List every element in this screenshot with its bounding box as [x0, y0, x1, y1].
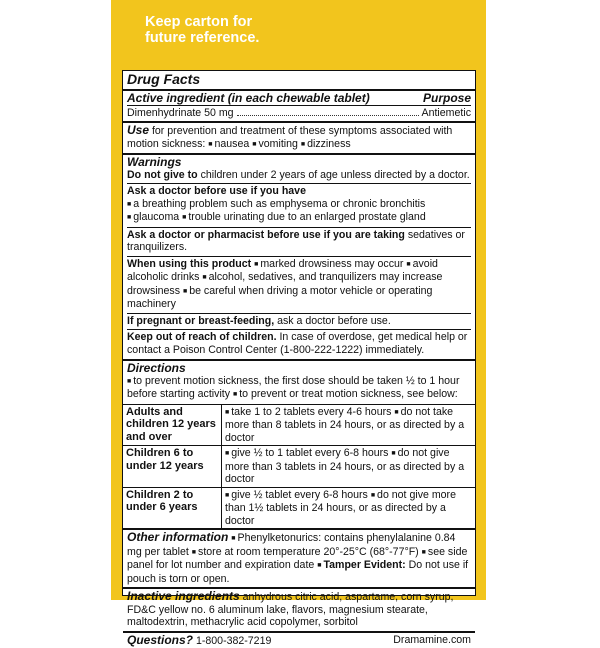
footer: [123, 633, 475, 648]
directions-section: [123, 361, 475, 530]
other-item: ■ see side panel for lot number and expiration date: [127, 546, 467, 572]
dosage-cell: [222, 446, 476, 488]
dose-text: ■ give ½ to 1 tablet every 6-8 hours: [225, 447, 388, 459]
age-group: Children 6 to under 12 years: [123, 446, 222, 488]
keep-out-label: Keep out of reach of children.: [127, 331, 277, 343]
when-using-item: ■ alcohol, sedatives, and tranquilizers may increase drowsiness: [127, 271, 442, 297]
condition-item: ■ trouble urinating due to an enlarged prostate gland: [182, 211, 426, 223]
limit-text: ■ do not give more than 1½ tablets in 24 hours, or as directed by a doctor: [225, 489, 456, 527]
carton-note: Keep carton for future reference.: [145, 14, 295, 46]
age-group: Children 2 to under 6 years: [123, 487, 222, 528]
limit-text: ■ do not give more than 3 tablets in 24 hours, or as directed by a doctor: [225, 447, 464, 485]
dosage-cell: [222, 404, 476, 446]
directions-intro-item: ■ to prevent or treat motion sickness, see below:: [233, 388, 458, 400]
dosage-cell: [222, 487, 476, 528]
dosage-table: [123, 404, 475, 529]
drug-facts-title: Drug Facts: [127, 72, 471, 87]
ask-doctor-label: Ask a doctor before use if you have: [127, 185, 471, 198]
use-section: [123, 123, 475, 155]
condition-item: ■ glaucoma: [127, 211, 179, 223]
do-not-give-text: children under 2 years of age unless directed by a doctor.: [201, 169, 470, 181]
when-using-item: ■ marked drowsiness may occur: [254, 258, 403, 270]
other-information-heading: Other information: [127, 530, 228, 544]
inactive-ingredients-heading: Inactive ingredients: [127, 589, 240, 603]
when-using-label: When using this product: [127, 258, 251, 270]
purpose-heading: Purpose: [423, 92, 471, 105]
ask-pharmacist-label: Ask a doctor or pharmacist before use if you are taking: [127, 229, 405, 241]
do-not-give-label: Do not give to: [127, 169, 198, 181]
table-row: [123, 404, 475, 446]
use-text: for prevention and treatment of these symptoms associated with motion sickness:: [127, 125, 452, 150]
use-item: ■ nausea: [208, 138, 249, 150]
other-item: ■ store at room temperature 20°-25°C (68°-77°F): [192, 546, 419, 558]
other-information-section: [123, 530, 475, 589]
purpose-value: Antiemetic: [422, 107, 471, 120]
ask-pharmacist-text: sedatives or tranquilizers.: [127, 229, 465, 254]
active-ingredient-section: [123, 91, 475, 123]
table-row: [123, 446, 475, 488]
active-ingredient-value: Dimenhydrinate 50 mg: [127, 107, 234, 120]
age-group: Adults and children 12 years and over: [123, 404, 222, 446]
phone-number: 1-800-382-7219: [196, 635, 271, 647]
when-using-item: ■ be careful when driving a motor vehicle or operating machinery: [127, 285, 432, 311]
dot-leader: [237, 106, 419, 116]
keep-out-text: In case of overdose, get medical help or contact a Poison Control Center (1-800-222-1222) immediately.: [127, 331, 467, 356]
inactive-ingredients-text: anhydrous citric acid, aspartame, corn syrup, FD&C yellow no. 6 aluminum lake, flavors, magnesium stearate, maltodextrin, methacrylic acid copolymer, sorbitol: [127, 591, 453, 628]
dose-text: ■ take 1 to 2 tablets every 4-6 hours: [225, 406, 391, 418]
pregnant-label: If pregnant or breast-feeding,: [127, 315, 274, 327]
tamper-label: ■ Tamper Evident:: [317, 559, 405, 571]
warnings-section: [123, 155, 475, 361]
dose-text: ■ give ½ tablet every 6-8 hours: [225, 489, 368, 501]
use-item: ■ vomiting: [252, 138, 298, 150]
warnings-heading: Warnings: [127, 156, 471, 169]
limit-text: ■ do not take more than 8 tablets in 24 hours, or as directed by a doctor: [225, 406, 464, 444]
tamper-text: Do not use if pouch is torn or open.: [127, 559, 468, 585]
drug-facts-panel: [122, 70, 476, 596]
use-heading: Use: [127, 123, 149, 137]
condition-item: ■ a breathing problem such as emphysema or chronic bronchitis: [127, 198, 471, 212]
directions-intro-item: ■ to prevent motion sickness, the first dose should be taken ½ to 1 hour before starting activity: [127, 375, 459, 401]
use-item: ■ dizziness: [301, 138, 351, 150]
pregnant-text: ask a doctor before use.: [277, 315, 391, 327]
active-ingredient-heading: Active ingredient (in each chewable tablet): [127, 92, 370, 105]
website: Dramamine.com: [393, 634, 471, 648]
table-row: [123, 487, 475, 528]
inactive-ingredients-section: [123, 589, 475, 633]
directions-heading: Directions: [127, 362, 471, 375]
questions-label: Questions?: [127, 633, 193, 647]
when-using-item: ■ avoid alcoholic drinks: [127, 258, 438, 284]
other-item: ■ Phenylketonurics: contains phenylalanine 0.84 mg per tablet: [127, 532, 455, 558]
drug-facts-title-section: [123, 71, 475, 91]
